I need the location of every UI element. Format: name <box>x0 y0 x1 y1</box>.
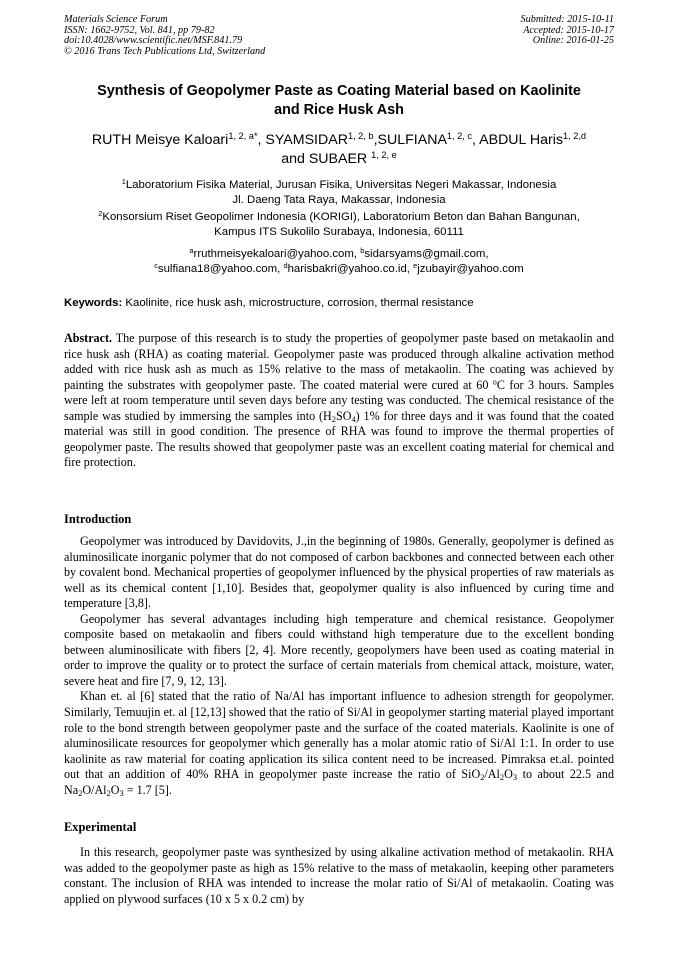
paragraph <box>64 689 614 798</box>
paragraph-text: /Al <box>484 767 500 782</box>
journal-issn: ISSN: 1662-9752, Vol. 841, pp 79-82 <box>64 24 215 36</box>
dates-header <box>521 15 614 47</box>
author-affiliation-mark: 1, 2, a* <box>228 130 258 141</box>
journal-doi: doi:10.4028/www.scientific.net/MSF.841.79 <box>64 35 243 47</box>
author-affiliation-mark: 1, 2, b <box>347 130 374 141</box>
abstract-text: SO <box>335 408 352 423</box>
author-separator: , <box>472 132 480 148</box>
affiliation-line: Konsorsium Riset Geopolimer Indonesia (KORIGI), Laboratorium Beton dan Bahan Bangunan, <box>102 211 580 223</box>
affiliation-line: Kampus ITS Sukolilo Surabaya, Indonesia, 60111 <box>214 226 464 238</box>
keywords-text: Kaolinite, rice husk ash, microstructure, corrosion, thermal resistance <box>122 297 474 309</box>
author-name: SULFIANA <box>377 132 447 148</box>
paragraph: In this research, geopolymer paste was synthesized by using alkaline activation method of metakaolin. RHA was added to the geopolymer paste as high as 15% relative to the mass of metakaolin, keeping other parameters constant. The inclusion of RHA was intended to increase the molar ratio of Si/Al of metakaolin. Coating was applied on plywood surfaces (10 x 5 x 0.2 cm) by <box>64 845 614 906</box>
accepted-date: Accepted: 2015-10-17 <box>523 24 614 36</box>
subscript: 2 <box>331 413 336 424</box>
keywords-label: Keywords: <box>64 297 123 309</box>
title-line-1: Synthesis of Geopolymer Paste as Coating Material based on Kaolinite <box>97 83 581 99</box>
abstract-label: Abstract. <box>64 331 113 345</box>
journal-name: Materials Science Forum <box>64 14 168 25</box>
introduction-body <box>64 534 614 798</box>
paragraph-text: O <box>110 782 120 797</box>
submitted-date: Submitted: 2015-10-11 <box>520 14 614 25</box>
email-mark: e <box>413 260 418 270</box>
affiliation-line: Jl. Daeng Tata Raya, Makassar, Indonesia <box>232 194 446 206</box>
affiliation-mark: 2 <box>98 208 103 218</box>
author-name: SYAMSIDAR <box>265 132 348 148</box>
affiliation-line: Laboratorium Fisika Material, Jurusan Fisika, Universitas Negeri Makassar, Indonesia <box>125 179 557 191</box>
online-date: Online: 2016-01-25 <box>532 35 614 47</box>
email-address: sidarsyams@gmail.com <box>364 248 486 260</box>
email-mark: d <box>283 260 288 270</box>
email-separator: , <box>485 248 489 260</box>
email-separator: , <box>406 263 414 275</box>
email-address: harisbakri@yahoo.co.id <box>287 263 407 275</box>
author-affiliation-mark: 1, 2, c <box>446 130 473 141</box>
paragraph-text: Khan et. al [6] stated that the ratio of Na/Al has important influence to adhesion strength for geopolymer. Similarly, Temuujin et. al [12,13] showed that the ratio of Si/Al in geopolymer starting material played important role to the bond strength between geopolymer paste and the surface of the coated materials. Kaolinite is one of aluminosilicate resources for geopolymer which generally has a molar atomic ratio of Si/Al 1:1. In order to use kaolinite as raw material for coating application its silica content need to be increased. Pimraksa et.al. pointed out that an addition of 40% RHA in geopolymer paste increase the ratio of SiO <box>64 689 614 782</box>
introduction-heading: Introduction <box>64 512 132 526</box>
degree-sup: o <box>492 377 497 387</box>
email-address: sulfiana18@yahoo.com <box>157 263 278 275</box>
abstract-text: C for 3 hours. Samples were left at room temperature until seven days before any testing was conducted. The chemical resistance of the sample was studied by immersing the samples into (H <box>64 377 614 423</box>
journal-copyright: © 2016 Trans Tech Publications Ltd, Switzerland <box>64 45 266 57</box>
email-mark: b <box>360 245 365 255</box>
paragraph-text: to about 22.5 and Na <box>64 767 614 797</box>
author-name: ABDUL Haris <box>479 132 563 148</box>
abstract-text: The purpose of this research is to study the properties of geopolymer paste based on metakaolin and rice husk ash (RHA) as coating material. Geopolymer paste was produced through alkaline activation method added with rice husk ash as much as 15% relative to the mass of metakaolin. The coating was achieved by painting the substrates with geopolymer paste. The coated material were cured at 60 <box>64 331 614 392</box>
affiliation-2 <box>60 210 618 240</box>
subscript: 2 <box>480 772 485 783</box>
subscript: 4 <box>351 413 356 424</box>
email-mark: c <box>154 260 158 270</box>
subscript: 3 <box>512 772 518 783</box>
journal-header <box>64 15 265 57</box>
paragraph-text: O/Al <box>82 782 107 797</box>
paragraph-text: O <box>504 767 513 782</box>
subscript: 2 <box>499 772 505 783</box>
subscript: 2 <box>78 787 83 798</box>
email-separator: , <box>277 263 284 275</box>
email-separator: , <box>353 248 361 260</box>
paragraph: Geopolymer has several advantages including high temperature and chemical resistance. Geopolymer composite based on metakaolin and fibers could withstand high temperature due to the excellent bonding between aluminosilicate with fibers [2, 4]. More recently, geopolymers have been used as coating material in order to improve the quality or to protect the surface of certain materials from chemical attack, moisture, water, severe heat and fire [7, 9, 12, 13]. <box>64 611 614 688</box>
author-affiliation-mark: 1, 2, e <box>371 149 397 160</box>
paper-title <box>64 82 614 120</box>
paragraph: Geopolymer was introduced by Davidovits, J.,in the beginning of 1980s. Generally, geopolymer is defined as aluminosilicate inorganic polymer that do not composed of carbon backbones and connected between each other by covalent bond. Mechanical properties of geopolymer influenced by the physical properties of raw materials as well as its chemical content [1,10]. Besides that, geopolymer quality is also influenced by curing time and temperature [3,8]. <box>64 534 614 611</box>
author-name: and SUBAER <box>281 151 372 167</box>
author-affiliation-mark: 1, 2,d <box>562 130 587 141</box>
abstract <box>64 331 614 471</box>
email-address: jzubayir@yahoo.com <box>417 263 524 275</box>
experimental-body <box>64 845 614 907</box>
experimental-heading: Experimental <box>64 820 137 834</box>
author-name: RUTH Meisye Kaloari <box>91 132 229 148</box>
subscript: 3 <box>119 787 124 798</box>
author-list <box>56 131 622 169</box>
email-list <box>60 247 618 277</box>
keywords <box>64 296 624 311</box>
affiliation-1 <box>60 178 618 208</box>
author-separator: , <box>257 132 266 148</box>
email-address: rruthmeisyekaloari@yahoo.com <box>193 248 354 260</box>
author-separator: , <box>373 132 378 148</box>
title-line-2: and Rice Husk Ash <box>274 102 404 118</box>
subscript: 2 <box>106 787 111 798</box>
affiliation-mark: 1 <box>121 176 126 186</box>
abstract-text: ) 1% for three days and it was found that the coated material was still in good condition. The presence of RHA was found to improve the thermal properties of geopolymer paste. The results showed that geopolymer paste was an excellent coating material for chemical and fire protection. <box>64 408 614 470</box>
email-mark: a <box>189 245 194 255</box>
paragraph-text: = 1.7 [5]. <box>123 782 172 797</box>
